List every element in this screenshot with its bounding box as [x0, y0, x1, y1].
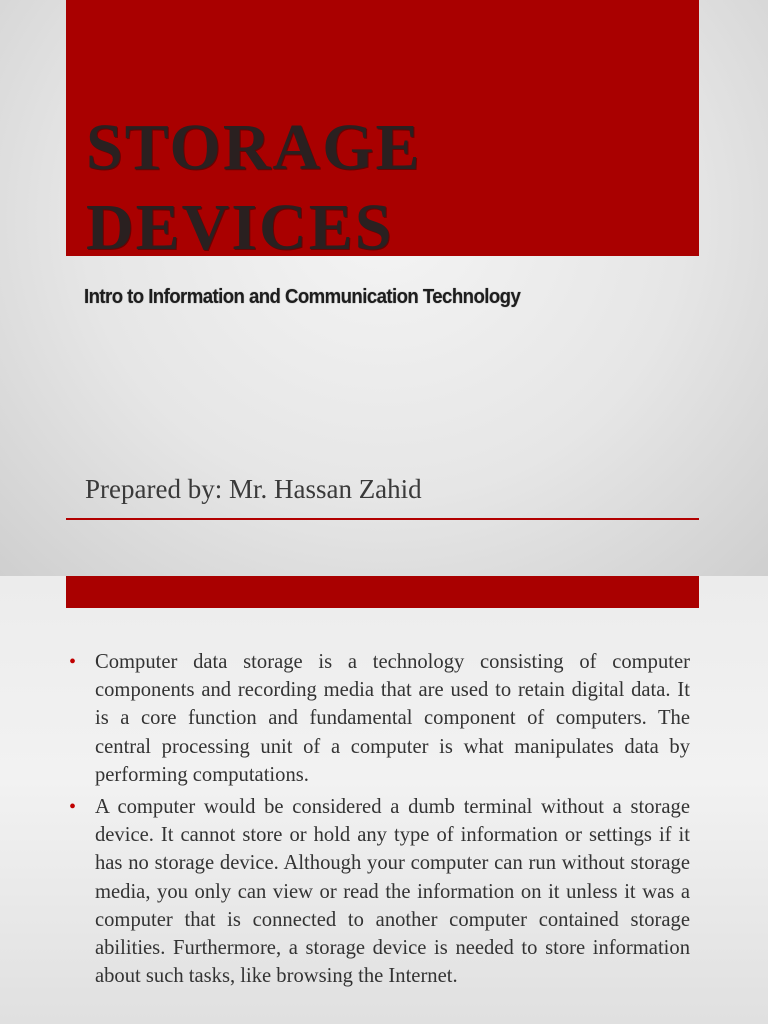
bullet-item: [69, 648, 690, 789]
title-banner: [66, 0, 699, 264]
title-divider: [66, 518, 699, 520]
slide-subtitle: Intro to Information and Communication Technology: [84, 286, 521, 308]
bullet-text: A computer would be considered a dumb terminal without a storage device. It cannot store or hold any type of information or settings if it has no storage device. Although your computer can run without storage media, you only can view or read the information on it unless it was a computer that is connected to another computer contained storage abilities. Furthermore, a storage device is needed to store information about such tasks, like browsing the Internet.: [95, 796, 690, 988]
bullet-text: Computer data storage is a technology consisting of computer components and recording media that are used to retain digital data. It is a core function and fundamental component of computers. The central processing unit of a computer is what manipulates data by performing computations.: [95, 651, 690, 786]
bullet-item: [69, 793, 690, 990]
bullet-dot-icon: •: [69, 796, 77, 819]
slide-title: STORAGE DEVICES: [86, 111, 422, 264]
bullet-list: [69, 648, 690, 994]
author-line: Prepared by: Mr. Hassan Zahid: [85, 474, 422, 504]
header-band: [66, 576, 699, 608]
content-slide: [0, 576, 768, 1024]
bullet-dot-icon: •: [69, 651, 77, 673]
